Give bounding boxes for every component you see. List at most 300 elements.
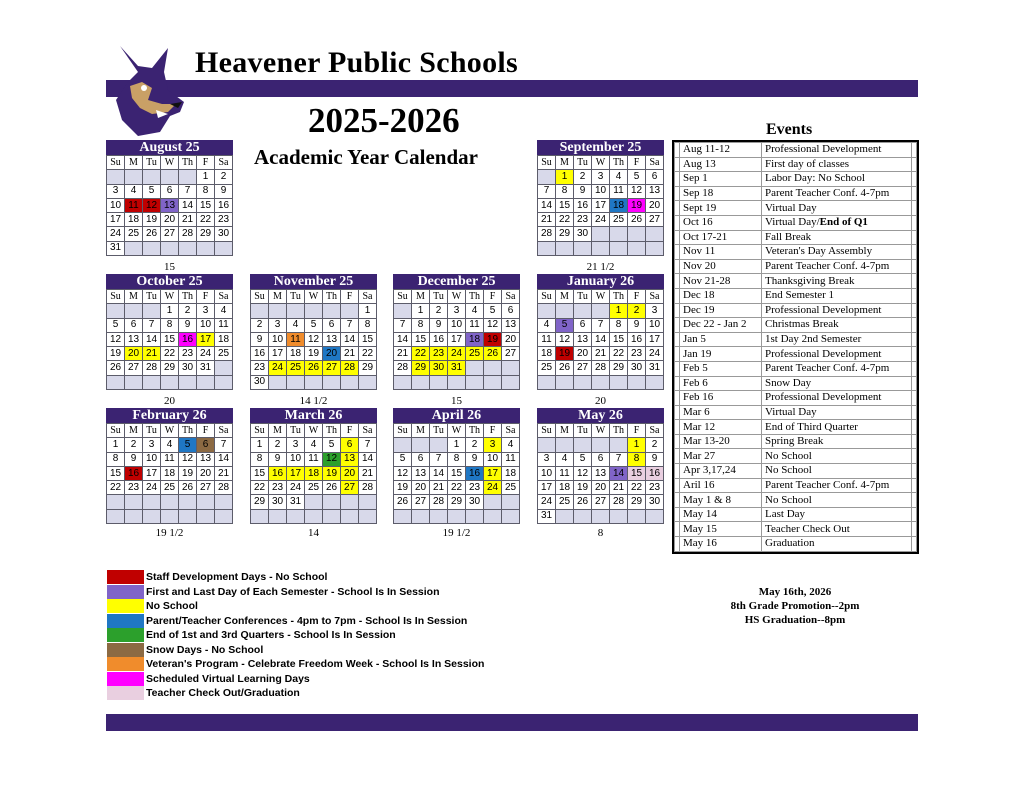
calendar-day <box>215 375 233 389</box>
event-date: Oct 16 <box>680 215 762 230</box>
event-row <box>675 288 917 303</box>
calendar-day: 14 <box>430 466 448 480</box>
calendar-day: 10 <box>448 318 466 332</box>
legend-swatch <box>107 628 144 642</box>
calendar-day: 11 <box>161 452 179 466</box>
calendar-day <box>556 304 574 318</box>
month-calendar <box>393 274 520 390</box>
calendar-day: 31 <box>538 509 556 523</box>
calendar-day: 17 <box>646 332 664 346</box>
weekday-header: Th <box>610 290 628 304</box>
calendar-day <box>305 495 323 509</box>
calendar-day <box>394 375 412 389</box>
calendar-day <box>556 241 574 255</box>
calendar-day: 3 <box>538 452 556 466</box>
year-title: 2025-2026 <box>308 101 460 140</box>
calendar-day: 25 <box>610 213 628 227</box>
calendar-day: 3 <box>287 438 305 452</box>
calendar-day: 21 <box>359 466 377 480</box>
calendar-day: 16 <box>215 198 233 212</box>
calendar-day: 10 <box>592 184 610 198</box>
month-day-count: 19 1/2 <box>155 527 184 539</box>
calendar-day: 3 <box>269 318 287 332</box>
calendar-day: 6 <box>646 170 664 184</box>
calendar-day <box>628 227 646 241</box>
event-description: Professional Development <box>762 347 912 362</box>
calendar-day: 2 <box>628 304 646 318</box>
weekday-header: W <box>161 424 179 438</box>
calendar-day <box>161 509 179 523</box>
calendar-day: 12 <box>574 466 592 480</box>
calendar-day: 13 <box>197 452 215 466</box>
calendar-day: 9 <box>269 452 287 466</box>
calendar-day <box>592 227 610 241</box>
calendar-day <box>287 304 305 318</box>
calendar-day: 28 <box>430 495 448 509</box>
event-date: Feb 6 <box>680 376 762 391</box>
event-row-margin <box>912 361 917 376</box>
calendar-day <box>125 304 143 318</box>
calendar-day: 30 <box>179 361 197 375</box>
calendar-day: 6 <box>592 452 610 466</box>
calendar-day: 25 <box>161 481 179 495</box>
calendar-day: 4 <box>538 318 556 332</box>
calendar-day: 30 <box>251 375 269 389</box>
graduation-date: May 16th, 2026 <box>758 586 832 598</box>
calendar-day: 11 <box>556 466 574 480</box>
weekday-header: F <box>628 424 646 438</box>
event-row-margin <box>912 478 917 493</box>
calendar-day: 11 <box>502 452 520 466</box>
calendar-day: 1 <box>448 438 466 452</box>
calendar-day: 13 <box>502 318 520 332</box>
event-row <box>675 245 917 260</box>
calendar-day <box>556 509 574 523</box>
event-row <box>675 391 917 406</box>
event-row-margin <box>912 201 917 216</box>
weekday-header: Sa <box>359 290 377 304</box>
legend-swatch <box>107 599 144 613</box>
calendar-day: 21 <box>143 347 161 361</box>
calendar-day <box>484 361 502 375</box>
calendar-day <box>143 495 161 509</box>
month-day-count: 15 <box>164 261 175 273</box>
calendar-day: 18 <box>125 213 143 227</box>
calendar-day: 25 <box>538 361 556 375</box>
calendar-day: 15 <box>448 466 466 480</box>
weekday-header: M <box>412 290 430 304</box>
calendar-day: 3 <box>143 438 161 452</box>
calendar-day <box>574 375 592 389</box>
calendar-day: 14 <box>215 452 233 466</box>
legend-label: Parent/Teacher Conferences - 4pm to 7pm - School Is In Session <box>146 614 468 627</box>
calendar-day: 17 <box>197 332 215 346</box>
calendar-day: 2 <box>466 438 484 452</box>
calendar-day <box>448 375 466 389</box>
calendar-day: 23 <box>646 481 664 495</box>
calendar-day: 18 <box>215 332 233 346</box>
calendar-day: 5 <box>574 452 592 466</box>
calendar-day: 2 <box>646 438 664 452</box>
weekday-header: Sa <box>646 424 664 438</box>
month-calendar <box>106 274 233 390</box>
calendar-day: 13 <box>323 332 341 346</box>
month-day-count: 20 <box>595 395 606 407</box>
calendar-day: 18 <box>466 332 484 346</box>
legend-swatch <box>107 686 144 700</box>
calendar-day: 28 <box>215 481 233 495</box>
event-row-margin <box>912 347 917 362</box>
event-row-margin <box>912 259 917 274</box>
event-description: Virtual Day <box>762 201 912 216</box>
calendar-day: 1 <box>412 304 430 318</box>
calendar-day <box>269 304 287 318</box>
weekday-header: Tu <box>287 290 305 304</box>
calendar-day <box>341 304 359 318</box>
calendar-day: 22 <box>359 347 377 361</box>
calendar-day: 19 <box>484 332 502 346</box>
calendar-day <box>538 438 556 452</box>
calendar-day: 29 <box>628 495 646 509</box>
calendar-day: 8 <box>197 184 215 198</box>
calendar-day: 24 <box>484 481 502 495</box>
calendar-day: 7 <box>538 184 556 198</box>
calendar-day: 22 <box>610 347 628 361</box>
calendar-day: 13 <box>592 466 610 480</box>
calendar-day: 20 <box>161 213 179 227</box>
calendar-day: 14 <box>538 198 556 212</box>
calendar-day <box>628 241 646 255</box>
calendar-day: 5 <box>179 438 197 452</box>
calendar-day: 23 <box>269 481 287 495</box>
calendar-day: 6 <box>323 318 341 332</box>
calendar-day <box>592 375 610 389</box>
calendar-day <box>484 495 502 509</box>
calendar-day: 5 <box>305 318 323 332</box>
event-description: Professional Development <box>762 143 912 158</box>
calendar-day <box>359 375 377 389</box>
calendar-day: 19 <box>574 481 592 495</box>
calendar-day <box>161 495 179 509</box>
calendar-day <box>430 375 448 389</box>
legend-swatch <box>107 672 144 686</box>
calendar-day: 6 <box>574 318 592 332</box>
calendar-day: 27 <box>125 361 143 375</box>
calendar-day <box>412 509 430 523</box>
event-date: Nov 21-28 <box>680 274 762 289</box>
legend-swatch <box>107 643 144 657</box>
calendar-day: 18 <box>538 347 556 361</box>
calendar-day: 25 <box>287 361 305 375</box>
event-description: Parent Teacher Conf. 4-7pm <box>762 478 912 493</box>
event-date: Nov 20 <box>680 259 762 274</box>
calendar-day: 20 <box>125 347 143 361</box>
calendar-day: 26 <box>107 361 125 375</box>
event-row <box>675 361 917 376</box>
calendar-day: 29 <box>556 227 574 241</box>
weekday-header: Su <box>394 290 412 304</box>
weekday-header: Th <box>323 290 341 304</box>
calendar-day: 29 <box>251 495 269 509</box>
calendar-day: 22 <box>448 481 466 495</box>
event-row <box>675 215 917 230</box>
calendar-day: 25 <box>125 227 143 241</box>
calendar-day: 15 <box>197 198 215 212</box>
calendar-day: 18 <box>305 466 323 480</box>
calendar-day: 12 <box>484 318 502 332</box>
calendar-day: 25 <box>215 347 233 361</box>
calendar-day: 31 <box>646 361 664 375</box>
calendar-day <box>484 375 502 389</box>
calendar-day <box>305 509 323 523</box>
calendar-day <box>215 361 233 375</box>
calendar-day: 5 <box>323 438 341 452</box>
weekday-header: Tu <box>574 424 592 438</box>
weekday-header: Su <box>538 290 556 304</box>
calendar-day: 21 <box>538 213 556 227</box>
event-date: Aug 13 <box>680 157 762 172</box>
calendar-day: 17 <box>287 466 305 480</box>
calendar-day: 16 <box>646 466 664 480</box>
month-calendar <box>537 274 664 390</box>
calendar-day <box>610 509 628 523</box>
calendar-day: 4 <box>466 304 484 318</box>
month-calendar <box>537 408 664 524</box>
calendar-day <box>610 375 628 389</box>
event-description: Snow Day <box>762 376 912 391</box>
calendar-day: 27 <box>502 347 520 361</box>
weekday-header: W <box>448 424 466 438</box>
calendar-day <box>197 495 215 509</box>
calendar-day: 28 <box>143 361 161 375</box>
weekday-header: M <box>269 424 287 438</box>
weekday-header: Th <box>610 424 628 438</box>
weekday-header: Th <box>179 156 197 170</box>
calendar-day <box>287 509 305 523</box>
calendar-day: 10 <box>269 332 287 346</box>
event-date: Mar 13-20 <box>680 434 762 449</box>
calendar-day: 22 <box>556 213 574 227</box>
calendar-day <box>592 509 610 523</box>
event-row-margin <box>912 493 917 508</box>
calendar-day: 10 <box>107 198 125 212</box>
event-description: Last Day <box>762 507 912 522</box>
calendar-day <box>269 375 287 389</box>
calendar-day: 12 <box>323 452 341 466</box>
event-row <box>675 405 917 420</box>
calendar-day: 14 <box>143 332 161 346</box>
event-row <box>675 376 917 391</box>
weekday-header: W <box>161 156 179 170</box>
calendar-day: 4 <box>305 438 323 452</box>
calendar-day: 1 <box>610 304 628 318</box>
calendar-day: 26 <box>323 481 341 495</box>
month-title: March 26 <box>250 408 377 423</box>
calendar-day: 7 <box>143 318 161 332</box>
calendar-day: 23 <box>466 481 484 495</box>
event-row-margin <box>912 143 917 158</box>
calendar-day: 13 <box>125 332 143 346</box>
calendar-day: 15 <box>412 332 430 346</box>
event-row-margin <box>912 332 917 347</box>
event-row-margin <box>912 230 917 245</box>
calendar-day <box>574 241 592 255</box>
event-date: Jan 5 <box>680 332 762 347</box>
weekday-header: Sa <box>646 156 664 170</box>
legend-swatch <box>107 570 144 584</box>
weekday-header: Sa <box>215 290 233 304</box>
event-description: Teacher Check Out <box>762 522 912 537</box>
event-date: Sep 1 <box>680 172 762 187</box>
calendar-day: 27 <box>574 361 592 375</box>
calendar-day <box>107 509 125 523</box>
calendar-day <box>287 375 305 389</box>
calendar-day: 17 <box>538 481 556 495</box>
event-row <box>675 259 917 274</box>
weekday-header: Su <box>251 424 269 438</box>
calendar-day: 21 <box>341 347 359 361</box>
calendar-day <box>125 241 143 255</box>
calendar-day <box>161 170 179 184</box>
calendar-day: 19 <box>179 466 197 480</box>
month-title: December 25 <box>393 274 520 289</box>
calendar-day: 8 <box>359 318 377 332</box>
calendar-day: 30 <box>430 361 448 375</box>
calendar-day: 5 <box>143 184 161 198</box>
event-date: Sep 18 <box>680 186 762 201</box>
weekday-header: Su <box>251 290 269 304</box>
calendar-day: 15 <box>161 332 179 346</box>
calendar-day <box>502 509 520 523</box>
calendar-day <box>412 438 430 452</box>
event-row-margin <box>912 376 917 391</box>
calendar-day: 1 <box>107 438 125 452</box>
calendar-day <box>161 375 179 389</box>
calendar-day: 9 <box>574 184 592 198</box>
month-day-count: 19 1/2 <box>442 527 471 539</box>
month-title: April 26 <box>393 408 520 423</box>
calendar-day: 29 <box>161 361 179 375</box>
calendar-day: 21 <box>179 213 197 227</box>
calendar-day: 20 <box>592 481 610 495</box>
calendar-day: 9 <box>430 318 448 332</box>
calendar-day: 21 <box>215 466 233 480</box>
calendar-day: 12 <box>628 184 646 198</box>
calendar-day: 26 <box>394 495 412 509</box>
school-title: Heavener Public Schools <box>195 46 519 79</box>
calendar-day: 2 <box>269 438 287 452</box>
calendar-day: 11 <box>125 198 143 212</box>
month-day-count: 8 <box>597 527 604 539</box>
calendar-day <box>646 509 664 523</box>
calendar-day: 9 <box>466 452 484 466</box>
calendar-day: 14 <box>592 332 610 346</box>
month-calendar <box>250 408 377 524</box>
calendar-day: 14 <box>359 452 377 466</box>
month-day-count: 14 1/2 <box>299 395 328 407</box>
weekday-header: F <box>197 156 215 170</box>
calendar-day <box>341 509 359 523</box>
calendar-day: 14 <box>341 332 359 346</box>
calendar-day <box>143 375 161 389</box>
event-date: May 15 <box>680 522 762 537</box>
calendar-day <box>646 241 664 255</box>
event-date: Aug 11-12 <box>680 143 762 158</box>
calendar-day <box>502 495 520 509</box>
event-description: Veteran's Day Assembly <box>762 245 912 260</box>
event-description: Christmas Break <box>762 318 912 333</box>
calendar-day: 19 <box>394 481 412 495</box>
event-row <box>675 172 917 187</box>
calendar-day <box>125 375 143 389</box>
calendar-day <box>143 304 161 318</box>
legend-label: Veteran's Program - Celebrate Freedom Week - School Is In Session <box>146 658 485 670</box>
calendar-day: 16 <box>430 332 448 346</box>
calendar-day: 26 <box>628 213 646 227</box>
calendar-day: 20 <box>197 466 215 480</box>
event-date: Aril 16 <box>680 478 762 493</box>
weekday-header: Tu <box>574 156 592 170</box>
calendar-day <box>592 241 610 255</box>
calendar-day: 11 <box>287 332 305 346</box>
weekday-header: Sa <box>502 290 520 304</box>
weekday-header: Tu <box>143 424 161 438</box>
calendar-day: 10 <box>197 318 215 332</box>
calendar-day: 24 <box>592 213 610 227</box>
weekday-header: W <box>305 290 323 304</box>
calendar-day: 11 <box>215 318 233 332</box>
weekday-header: F <box>341 424 359 438</box>
calendar-day: 19 <box>323 466 341 480</box>
calendar-day: 7 <box>610 452 628 466</box>
calendar-day: 29 <box>610 361 628 375</box>
event-row <box>675 332 917 347</box>
calendar-day <box>394 509 412 523</box>
calendar-day: 13 <box>161 198 179 212</box>
calendar-day: 6 <box>341 438 359 452</box>
calendar-day: 15 <box>251 466 269 480</box>
calendar-day: 25 <box>466 347 484 361</box>
event-date: Dec 22 - Jan 2 <box>680 318 762 333</box>
weekday-header: M <box>125 290 143 304</box>
weekday-header: F <box>197 424 215 438</box>
calendar-day: 17 <box>448 332 466 346</box>
calendar-day: 24 <box>143 481 161 495</box>
event-row <box>675 420 917 435</box>
calendar-day: 8 <box>161 318 179 332</box>
calendar-day <box>251 304 269 318</box>
calendar-day: 25 <box>502 481 520 495</box>
calendar-day <box>412 375 430 389</box>
calendar-day <box>323 375 341 389</box>
calendar-day: 20 <box>502 332 520 346</box>
calendar-day: 5 <box>556 318 574 332</box>
calendar-day <box>466 375 484 389</box>
calendar-day: 5 <box>484 304 502 318</box>
calendar-day: 16 <box>125 466 143 480</box>
calendar-day: 20 <box>341 466 359 480</box>
calendar-day: 23 <box>628 347 646 361</box>
event-description: Parent Teacher Conf. 4-7pm <box>762 259 912 274</box>
calendar-day: 29 <box>448 495 466 509</box>
month-title: November 25 <box>250 274 377 289</box>
calendar-day: 26 <box>179 481 197 495</box>
month-day-count: 15 <box>451 395 462 407</box>
calendar-day <box>107 170 125 184</box>
calendar-day: 30 <box>466 495 484 509</box>
event-date: Dec 18 <box>680 288 762 303</box>
calendar-day: 12 <box>305 332 323 346</box>
